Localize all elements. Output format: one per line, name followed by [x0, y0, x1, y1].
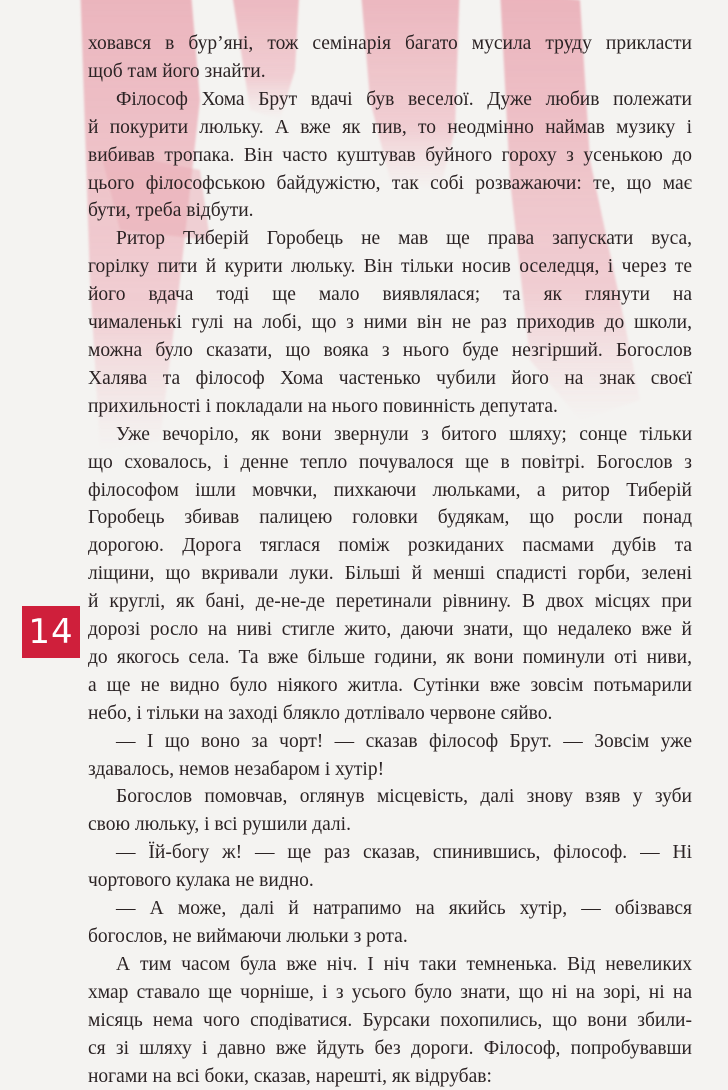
text-line: Уже вечоріло, як вони звернули з битого шляху; сонце тільки	[116, 423, 692, 445]
text-line: ся зі шляху і давно вже йдуть без дороги. Філософ, попробувавши	[88, 1037, 692, 1059]
text-line: Ритор Тиберій Горобець не мав ще права запускати вуса,	[116, 228, 692, 250]
text-line: щоб там його знайти.	[88, 60, 266, 82]
text-line: й круглі, як бані, де-не-де перетинали рівнину. В двох місцях при	[88, 591, 692, 613]
text-line: дорозі росло на ниві стигле жито, даючи знати, що недалеко вже й	[88, 619, 692, 641]
text-line: хмар ставало ще чорніше, і з усього було знати, що ні на зорі, ні на	[88, 981, 692, 1003]
text-line: Філософ Хома Брут вдачі був веселої. Дуже любив полежати	[116, 88, 692, 110]
text-line: — І що воно за чорт! — сказав філософ Брут. — Зовсім уже	[116, 730, 692, 752]
text-line: бути, треба відбути.	[88, 200, 254, 222]
text-line: Горобець збивав палицею головки будякам, що росли понад	[88, 507, 692, 529]
text-line: філософом ішли мовчки, пихкаючи люльками, а ритор Тиберій	[88, 479, 692, 501]
text-line: його вдача тоді ще мало виявлялася; та як глянути на	[88, 284, 692, 306]
text-line: Богослов помовчав, оглянув місцевість, далі знову взяв у зуби	[116, 786, 692, 808]
text-line: — А може, далі й натрапимо на якийсь хутір, — обізвався	[116, 898, 692, 920]
text-line: А тим часом була вже ніч. І ніч таки темненька. Від невеликих	[116, 953, 692, 975]
text-line: й покурити люльку. А вже як пив, то неодмінно наймав музику і	[88, 116, 692, 138]
text-line: горілку пити й курити люльку. Він тільки носив оселедця, і через те	[88, 256, 692, 278]
text-line: чималенькі гулі на лобі, що з ними він не раз приходив до школи,	[88, 312, 692, 334]
text-line: — Їй-богу ж! — ще раз сказав, спинившись, філософ. — Ні	[116, 842, 692, 864]
text-line: вибивав тропака. Він часто куштував буйного гороху з усенькою до	[88, 144, 692, 166]
text-line: Халява та філософ Хома частенько чубили його на знак своєї	[88, 367, 692, 389]
text-line: до якогось села. Та вже більше години, як вони поминули оті ниви,	[88, 646, 692, 668]
text-line: місяць нема чого сподіватися. Бурсаки похопились, що вони збили-	[88, 1009, 692, 1031]
text-line: дорогою. Дорога тяглася поміж розкиданих пасмами дубів та	[88, 535, 692, 557]
text-line: ногами на всі боки, сказав, нарешті, як відрубав:	[88, 1065, 492, 1087]
text-line: чортового кулака не видно.	[88, 870, 314, 892]
text-line: свою люльку, і всі рушили далі.	[88, 814, 351, 836]
text-line: богослов, не виймаючи люльки з рота.	[88, 926, 408, 947]
text-line: можна було сказати, що вояка з нього буде незгірший. Богослов	[88, 339, 692, 361]
main-text	[88, 30, 692, 1090]
text-line: прихильності і покладали на нього повинність депутата.	[88, 395, 558, 417]
text-line: цього філософською байдужістю, так собі розважаючи: те, що має	[88, 172, 692, 194]
text-line: здавалось, немов незабаром і хутір!	[88, 758, 385, 780]
text-line: ліщини, що вкривали луки. Більші й менші спадисті горби, зелені	[88, 563, 692, 585]
text-line: ховався в бур’яні, тож семінарія багато мусила труду прикласти	[88, 33, 692, 54]
text-line: а ще не видно було ніякого житла. Сутінки вже зовсім потьмарили	[88, 674, 692, 696]
text-line: що сховалось, і денне тепло почувалося ще в повітрі. Богослов з	[88, 451, 692, 473]
page-number: 14	[22, 606, 80, 658]
text-line: небо, і тільки на заході блякло дотлівало червоне сяйво.	[88, 702, 553, 724]
